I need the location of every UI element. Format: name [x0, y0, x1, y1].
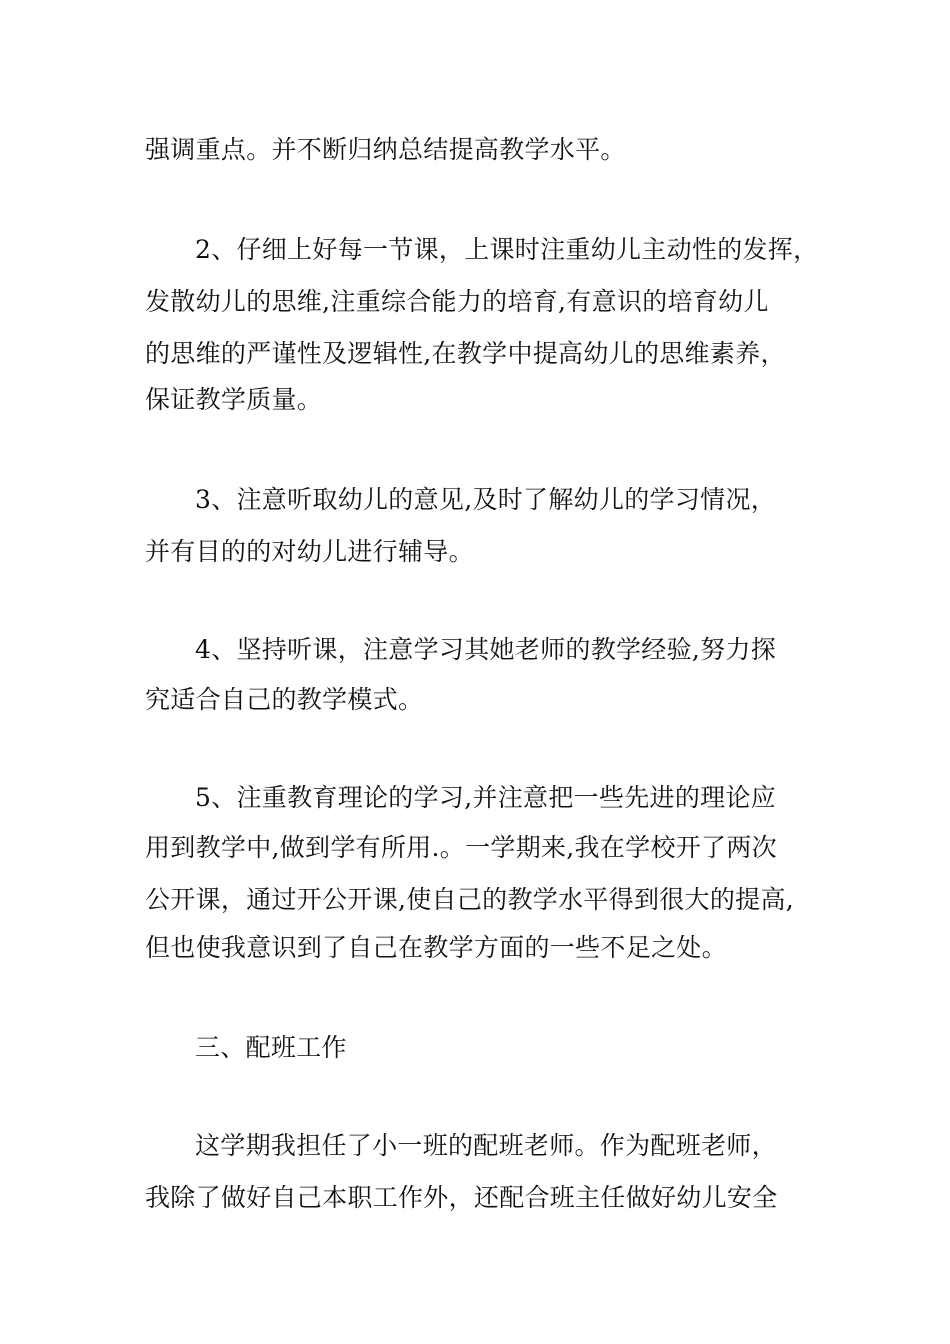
- section-heading: 三、配班工作: [195, 1033, 347, 1062]
- paragraph-line: 发散幼儿的思维,注重综合能力的培育,有意识的培育幼儿: [145, 287, 769, 316]
- paragraph-line: 这学期我担任了小一班的配班老师。作为配班老师，: [195, 1131, 777, 1160]
- paragraph-line: 但也使我意识到了自己在教学方面的一些不足之处。: [145, 933, 727, 962]
- paragraph-line: 我除了做好自己本职工作外，还配合班主任做好幼儿安全: [145, 1183, 778, 1212]
- paragraph-line: 的思维的严谨性及逻辑性,在教学中提高幼儿的思维素养，: [145, 339, 786, 368]
- paragraph-line: 4、坚持听课，注意学习其她老师的教学经验,努力探: [195, 635, 777, 664]
- paragraph-line: 究适合自己的教学模式。: [145, 685, 424, 714]
- paragraph-line: 并有目的的对幼儿进行辅导。: [145, 537, 474, 566]
- paragraph-line: 公开课，通过开公开课,使自己的教学水平得到很大的提高,: [145, 885, 794, 914]
- paragraph-line: 3、注意听取幼儿的意见,及时了解幼儿的学习情况，: [195, 485, 777, 514]
- paragraph-line: 5、注重教育理论的学习,并注意把一些先进的理论应: [195, 783, 777, 812]
- paragraph-line: 用到教学中,做到学有所用.。一学期来,我在学校开了两次: [145, 833, 777, 862]
- paragraph-line: 2、仔细上好每一节课，上课时注重幼儿主动性的发挥，: [195, 235, 819, 264]
- paragraph-line: 强调重点。并不断归纳总结提高教学水平。: [145, 135, 626, 164]
- paragraph-line: 保证教学质量。: [145, 385, 323, 414]
